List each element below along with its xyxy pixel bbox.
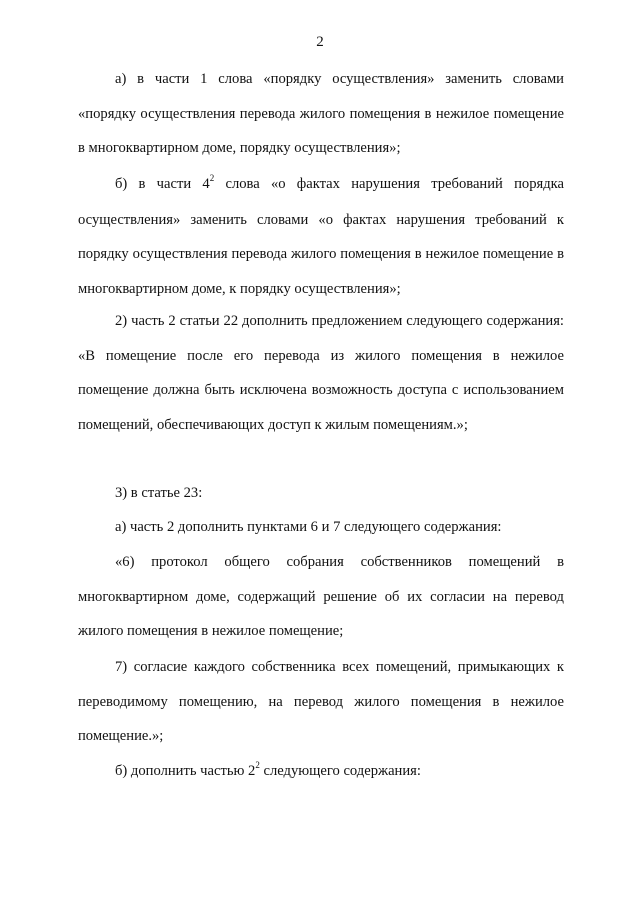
paragraph-3a: а) часть 2 дополнить пунктами 6 и 7 следующего содержания: <box>115 519 502 535</box>
paragraph-1b <box>78 167 564 306</box>
superscript-2-b: 2 <box>255 760 260 770</box>
paragraph-1b-rest: слова «о фактах нарушения требований порядка осуществления» заменить словами «о фактах нарушения требований к порядку осуществления перевода жилого помещения в нежилое помещение в многоквартирном доме, к порядку осуществления»; <box>78 176 564 297</box>
paragraph-3b-start: б) дополнить частью 2 <box>115 763 256 779</box>
paragraph-1b-start: б) в части 4 <box>115 176 210 192</box>
page-number: 2 <box>316 34 324 50</box>
superscript-2: 2 <box>209 173 215 183</box>
paragraph-3: 3) в статье 23: <box>115 485 203 501</box>
paragraph-3b-rest: следующего содержания: <box>259 763 421 779</box>
paragraph-item-7: 7) согласие каждого собственника всех помещений, примыкающих к переводимому помещению, на перевод жилого помещения в нежилое помещение.»; <box>78 659 564 744</box>
paragraph-1a: а) в части 1 слова «порядку осуществления» заменить словами «порядку осуществления перевода жилого помещения в нежилое помещение в многоквартирном доме, порядку осуществления»; <box>78 71 564 156</box>
paragraph-item-6: «6) протокол общего собрания собственников помещений в многоквартирном доме, содержащий решение об их согласии на перевод жилого помещения в нежилое помещение; <box>78 554 564 639</box>
paragraph-3b <box>78 754 564 790</box>
paragraph-2: 2) часть 2 статьи 22 дополнить предложением следующего содержания: «В помещение после его перевода из жилого помещения в нежилое помещение должна быть исключена возможность доступа с использованием помещений, обеспечивающих доступ к жилым помещениям.»; <box>78 313 564 433</box>
